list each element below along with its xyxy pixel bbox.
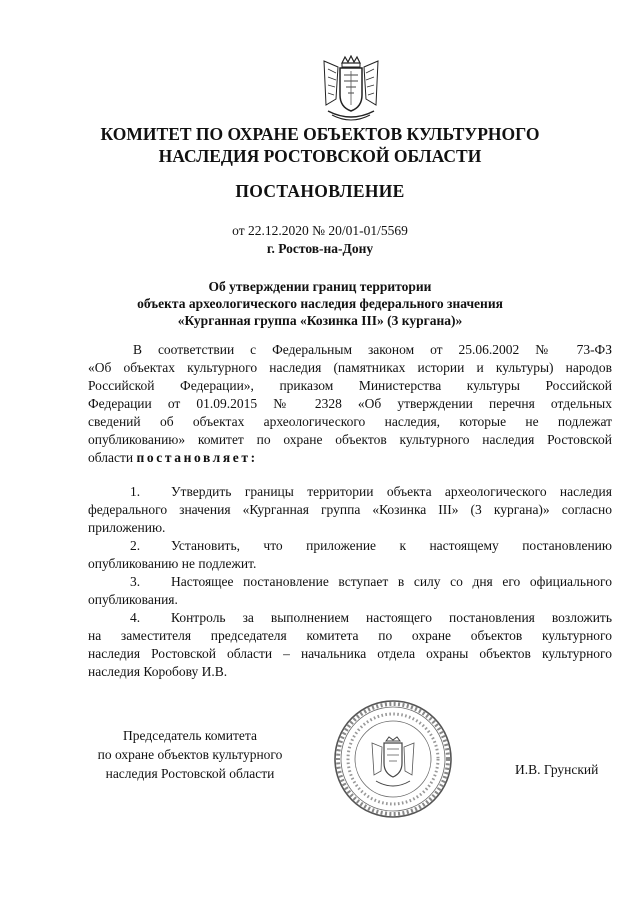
preamble-line: Федерации от 01.09.2015 № 2328 «Об утверждении перечня отдельных: [88, 396, 612, 411]
item-text: Утвердить границы территории объекта археологического наследия: [171, 484, 612, 499]
preamble: [88, 341, 612, 467]
item-last-line: опубликования.: [88, 592, 178, 607]
preamble-line: «Об объектах культурного наследия (памятниках истории и культуры) народов: [88, 360, 612, 375]
preamble-last-line-prefix: области: [88, 450, 134, 465]
signatory-title-line: наследия Ростовской области: [105, 766, 275, 781]
preamble-line: Российской Федерации», приказом Министерства культуры Российской: [88, 378, 612, 393]
signatory-title-line: Председатель комитета: [123, 728, 257, 743]
item-first-line: [88, 483, 612, 501]
preamble-line: В соответствии с Федеральным законом от 25.06.2002 № 73-ФЗ: [133, 342, 612, 357]
organization-title-line-2: НАСЛЕДИЯ РОСТОВСКОЙ ОБЛАСТИ: [158, 146, 482, 166]
subject-line: Об утверждении границ территории: [208, 279, 432, 294]
numbered-item-1: [88, 483, 612, 537]
numbered-item-3: [88, 573, 612, 609]
item-line: федерального значения «Курганная группа «Козинка III» (3 кургана)» согласно: [88, 502, 612, 517]
item-last-line: приложению.: [88, 520, 166, 535]
document-place: г. Ростов-на-Дону: [266, 241, 374, 256]
item-first-line: [88, 573, 612, 591]
item-text: Контроль за выполнением настоящего постановления возложить: [171, 610, 612, 625]
preamble-last-line: [88, 449, 612, 467]
item-number: 2.: [130, 538, 141, 553]
signatory-name: И.В. Грунский: [515, 762, 599, 777]
signatory-title-line: по охране объектов культурного: [97, 747, 283, 762]
preamble-line: сведений об объектах археологического наследия, которые не подлежат: [88, 414, 612, 429]
item-first-line: [88, 537, 612, 555]
subject-line: объекта археологического наследия федерального значения: [137, 296, 503, 311]
item-text: Установить, что приложение к настоящему постановлению: [171, 538, 612, 553]
item-number: 1.: [130, 484, 141, 499]
preamble-line: опубликованию» комитет по охране объектов культурного наследия Ростовской: [88, 432, 612, 447]
item-number: 3.: [130, 574, 141, 589]
resolves-word: постановляет:: [136, 450, 258, 465]
document-subject: [0, 278, 640, 329]
official-seal-icon: [332, 697, 454, 821]
subject-line: «Курганная группа «Козинка III» (3 кургана)»: [177, 313, 463, 328]
item-first-line: [88, 609, 612, 627]
numbered-item-2: [88, 537, 612, 573]
organization-title: [0, 123, 640, 167]
organization-title-line-1: КОМИТЕТ ПО ОХРАНЕ ОБЪЕКТОВ КУЛЬТУРНОГО: [100, 124, 540, 144]
signatory-title: [70, 726, 310, 783]
item-line: наследия Ростовской области – начальника отдела охраны объектов культурного: [88, 646, 612, 661]
document-type: ПОСТАНОВЛЕНИЕ: [235, 181, 405, 201]
item-last-line: наследия Коробову И.В.: [88, 664, 228, 679]
document-date-number: от 22.12.2020 № 20/01-01/5569: [232, 223, 408, 238]
coat-of-arms-icon: [318, 55, 384, 125]
item-last-line: опубликованию не подлежит.: [88, 556, 257, 571]
item-number: 4.: [130, 610, 141, 625]
numbered-item-4: [88, 609, 612, 681]
item-line: на заместителя председателя комитета по охране объектов культурного: [88, 628, 612, 643]
item-text: Настоящее постановление вступает в силу со дня его официального: [171, 574, 612, 589]
